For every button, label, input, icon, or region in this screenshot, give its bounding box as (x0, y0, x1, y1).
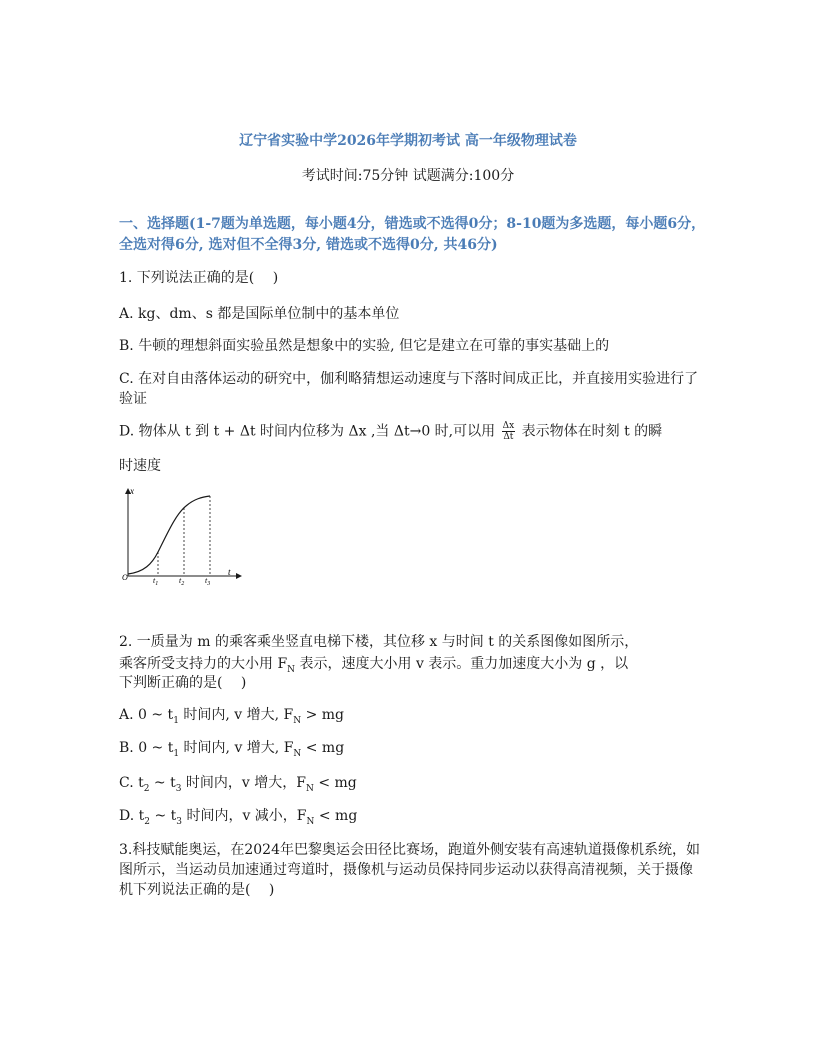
q1-option-d-part1: D. 物体从 t 到 t + Δt 时间内位移为 Δx ,当 Δt→0 时,可以用 (119, 423, 496, 440)
q1-option-d-line2: 时速度 (119, 458, 161, 474)
t-axis-arrow (236, 573, 242, 579)
q2-stem-line2: 乘客所受支持力的大小用 $F_N$ 表示，速度大小用 v 表示。重力加速度大小为 g ，以 (119, 656, 629, 675)
q3-stem: 3.科技赋能奥运，在2024年巴黎奥运会田径比赛场，跑道外侧安装有高速轨道摄像机系统，如图所示，当运动员加速通过弯道时，摄像机与运动员保持同步运动以获得高清视频，关于摄像机下列说法正确的是( ) (119, 842, 700, 898)
frac-numerator: Δx (502, 421, 515, 431)
delta-x-over-delta-t (502, 421, 516, 442)
t2-tick-label: $t_2$ (179, 576, 185, 587)
exam-title: 辽宁省实验中学2026年学期初考试 高一年级物理试卷 (239, 133, 577, 149)
q2-option-d: D. $t_2$ ~ $t_3$ 时间内，v 减小，$F_N$ < mg (119, 808, 358, 827)
t1-tick-label: $t_1$ (153, 576, 159, 587)
q2-stem-line3: 下判断正确的是( ) (119, 675, 247, 691)
t-axis-label: t (228, 567, 231, 577)
origin-label: O (122, 573, 128, 582)
q2-option-b: B. 0 ~ $t_1$ 时间内, v 增大, $F_N$ < mg (119, 740, 345, 759)
q2-option-c: C. $t_2$ ~ $t_3$ 时间内，v 增大，$F_N$ < mg (119, 775, 357, 794)
exam-subtitle: 考试时间:75分钟 试题满分:100分 (301, 168, 515, 184)
q1-option-d-part2: 表示物体在时刻 t 的瞬 (521, 423, 663, 440)
q1-option-b: B. 牛顿的理想斜面实验虽然是想象中的实验, 但它是建立在可靠的事实基础上的 (119, 338, 610, 354)
q2-stem-line1: 2. 一质量为 m 的乘客乘坐竖直电梯下楼，其位移 x 与时间 t 的关系图像如图所示， (119, 634, 639, 650)
frac-denominator: Δt (503, 432, 514, 442)
x-axis-label: x (130, 486, 134, 496)
x-t-curve (128, 496, 210, 574)
q1-option-a: A. kg、dm、s 都是国际单位制中的基本单位 (119, 306, 400, 322)
q1-stem: 1. 下列说法正确的是( ) (119, 270, 279, 286)
section-heading: 一、选择题(1-7题为单选题，每小题4分，错选或不选得0分；8-10题为多选题，每小题6分，全选对得6分, 选对但不全得3分, 错选或不选得0分, 共46分) (119, 216, 706, 253)
t3-tick-label: $t_3$ (205, 576, 211, 587)
q1-option-d (119, 421, 662, 442)
q2-option-a: A. 0 ~ $t_1$ 时间内, v 增大, $F_N$ > mg (119, 707, 344, 726)
displacement-time-graph (116, 484, 244, 588)
q1-option-c: C. 在对自由落体运动的研究中，伽利略猜想运动速度与下落时间成正比，并直接用实验进行了验证 (119, 371, 699, 407)
